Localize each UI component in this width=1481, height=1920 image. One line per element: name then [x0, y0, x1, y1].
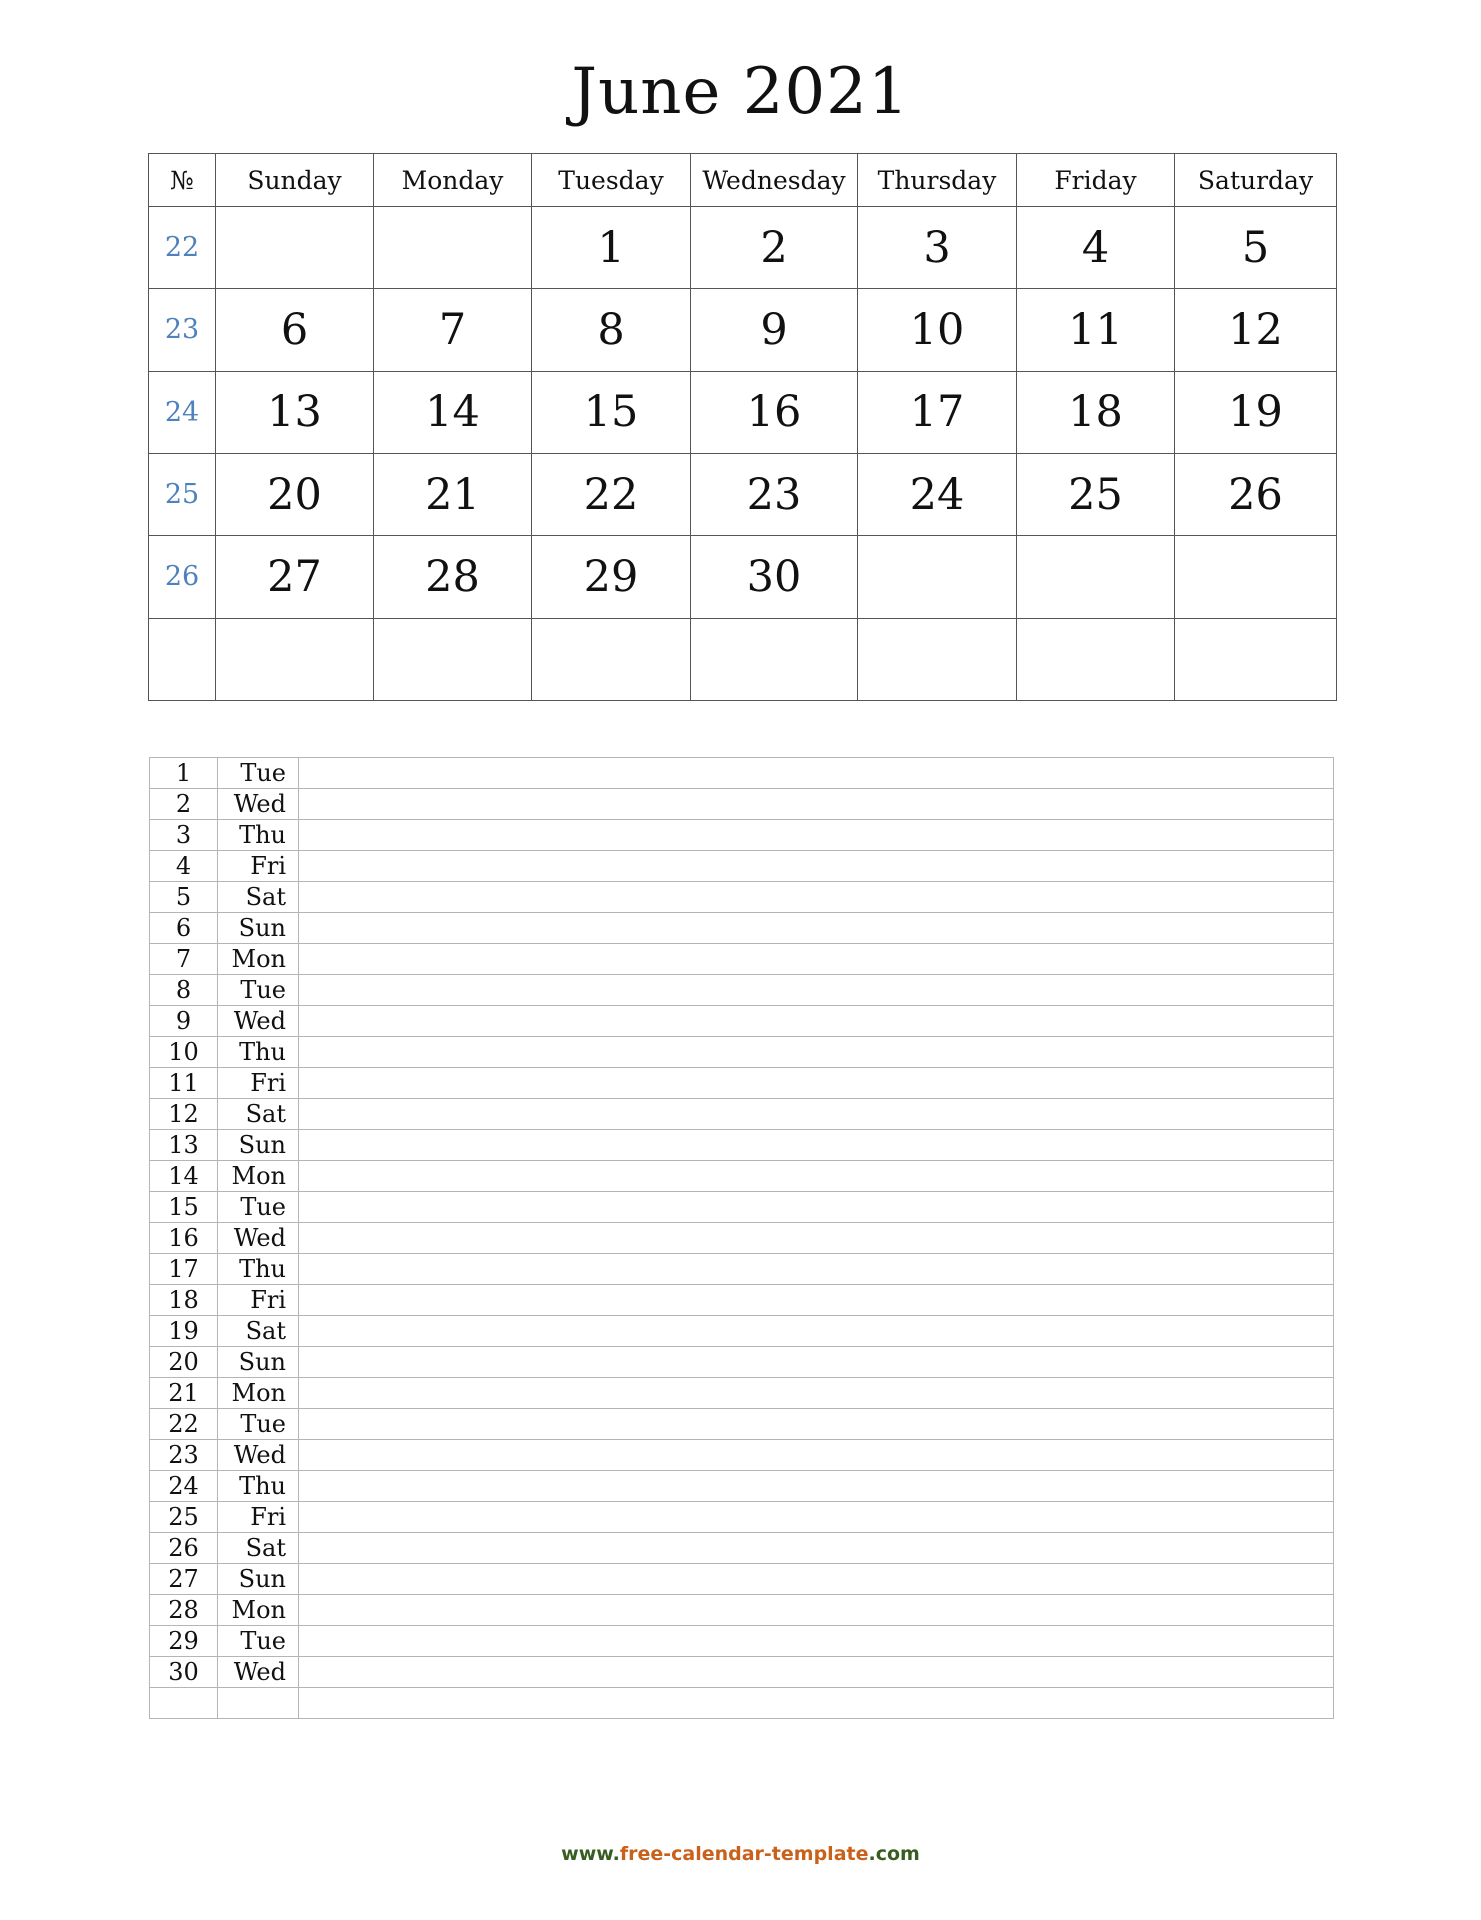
weekday-header-tuesday: Tuesday	[532, 154, 691, 207]
footer-url-suffix: .com	[868, 1843, 920, 1865]
day-cell: 22	[532, 453, 691, 535]
weekday-header-friday: Friday	[1017, 154, 1175, 207]
list-note-cell[interactable]	[299, 1347, 1334, 1378]
list-row	[150, 1316, 1334, 1347]
list-day-number: 25	[150, 1502, 218, 1533]
day-cell: 18	[1017, 371, 1175, 453]
list-row	[150, 1254, 1334, 1285]
list-weekday: Thu	[218, 1037, 299, 1068]
list-row	[150, 1471, 1334, 1502]
list-weekday: Fri	[218, 851, 299, 882]
list-note-cell[interactable]	[299, 1502, 1334, 1533]
day-cell: 17	[858, 371, 1017, 453]
list-note-cell[interactable]	[299, 1130, 1334, 1161]
day-cell: 30	[691, 536, 858, 618]
list-weekday: Thu	[218, 1471, 299, 1502]
day-cell: 19	[1175, 371, 1337, 453]
list-day-number: 30	[150, 1657, 218, 1688]
list-weekday: Fri	[218, 1068, 299, 1099]
list-row	[150, 1626, 1334, 1657]
list-day-number: 6	[150, 913, 218, 944]
day-cell	[532, 618, 691, 700]
day-cell	[374, 618, 532, 700]
week-number-header: №	[149, 154, 216, 207]
list-weekday: Thu	[218, 820, 299, 851]
day-cell	[1017, 618, 1175, 700]
week-row	[149, 371, 1337, 453]
list-row	[150, 758, 1334, 789]
list-day-number: 2	[150, 789, 218, 820]
footer-url[interactable]	[0, 1843, 1481, 1865]
month-grid	[148, 153, 1337, 701]
list-day-number: 27	[150, 1564, 218, 1595]
list-row	[150, 1068, 1334, 1099]
list-note-cell[interactable]	[299, 820, 1334, 851]
weekday-header-monday: Monday	[374, 154, 532, 207]
list-weekday: Fri	[218, 1285, 299, 1316]
list-note-cell[interactable]	[299, 1657, 1334, 1688]
list-row	[150, 882, 1334, 913]
list-row	[150, 1595, 1334, 1626]
list-weekday: Sat	[218, 1316, 299, 1347]
weekday-header-saturday: Saturday	[1175, 154, 1337, 207]
day-cell: 24	[858, 453, 1017, 535]
list-row	[150, 1440, 1334, 1471]
day-cell: 13	[216, 371, 374, 453]
list-note-cell[interactable]	[299, 1316, 1334, 1347]
list-weekday: Wed	[218, 789, 299, 820]
list-row	[150, 1037, 1334, 1068]
day-cell: 10	[858, 289, 1017, 371]
week-row	[149, 618, 1337, 700]
list-row	[150, 851, 1334, 882]
list-weekday: Sat	[218, 1099, 299, 1130]
week-row	[149, 536, 1337, 618]
list-row	[150, 1099, 1334, 1130]
list-weekday: Sun	[218, 1347, 299, 1378]
list-day-number: 1	[150, 758, 218, 789]
list-row	[150, 1409, 1334, 1440]
list-note-cell[interactable]	[299, 1409, 1334, 1440]
list-note-cell[interactable]	[299, 1471, 1334, 1502]
list-row	[150, 789, 1334, 820]
list-day-number: 21	[150, 1378, 218, 1409]
day-cell: 1	[532, 207, 691, 289]
day-cell: 14	[374, 371, 532, 453]
list-note-cell[interactable]	[299, 1223, 1334, 1254]
week-number: 25	[149, 453, 216, 535]
weekday-header-wednesday: Wednesday	[691, 154, 858, 207]
list-day-number: 13	[150, 1130, 218, 1161]
list-row	[150, 1688, 1334, 1719]
list-day-number: 26	[150, 1533, 218, 1564]
day-cell: 7	[374, 289, 532, 371]
list-note-cell[interactable]	[299, 1440, 1334, 1471]
list-day-number: 12	[150, 1099, 218, 1130]
list-row	[150, 1657, 1334, 1688]
list-row	[150, 1502, 1334, 1533]
list-weekday: Sat	[218, 1533, 299, 1564]
weekday-header-sunday: Sunday	[216, 154, 374, 207]
day-cell	[1017, 536, 1175, 618]
day-cell	[374, 207, 532, 289]
list-day-number: 20	[150, 1347, 218, 1378]
day-cell: 25	[1017, 453, 1175, 535]
weekday-header-thursday: Thursday	[858, 154, 1017, 207]
list-weekday: Mon	[218, 944, 299, 975]
list-weekday: Thu	[218, 1254, 299, 1285]
list-day-number	[150, 1688, 218, 1719]
day-cell: 20	[216, 453, 374, 535]
list-note-cell[interactable]	[299, 944, 1334, 975]
list-note-cell[interactable]	[299, 851, 1334, 882]
day-cell: 27	[216, 536, 374, 618]
list-note-cell[interactable]	[299, 882, 1334, 913]
day-cell: 8	[532, 289, 691, 371]
list-row	[150, 1130, 1334, 1161]
week-number: 23	[149, 289, 216, 371]
day-cell: 26	[1175, 453, 1337, 535]
list-row	[150, 944, 1334, 975]
list-day-number: 11	[150, 1068, 218, 1099]
list-day-number: 4	[150, 851, 218, 882]
list-day-number: 29	[150, 1626, 218, 1657]
list-weekday: Tue	[218, 975, 299, 1006]
list-row	[150, 913, 1334, 944]
list-note-cell[interactable]	[299, 789, 1334, 820]
day-cell: 28	[374, 536, 532, 618]
week-number	[149, 618, 216, 700]
list-day-number: 16	[150, 1223, 218, 1254]
list-day-number: 24	[150, 1471, 218, 1502]
day-cell: 21	[374, 453, 532, 535]
week-number: 26	[149, 536, 216, 618]
list-day-number: 8	[150, 975, 218, 1006]
list-note-cell[interactable]	[299, 1068, 1334, 1099]
list-weekday: Mon	[218, 1595, 299, 1626]
weekday-header-row	[149, 154, 1337, 207]
list-note-cell[interactable]	[299, 1037, 1334, 1068]
list-day-number: 14	[150, 1161, 218, 1192]
day-cell	[1175, 536, 1337, 618]
week-number: 24	[149, 371, 216, 453]
week-number: 22	[149, 207, 216, 289]
list-weekday	[218, 1688, 299, 1719]
day-cell	[216, 207, 374, 289]
list-day-number: 7	[150, 944, 218, 975]
day-cell: 29	[532, 536, 691, 618]
list-note-cell[interactable]	[299, 1595, 1334, 1626]
list-day-number: 19	[150, 1316, 218, 1347]
list-note-cell[interactable]	[299, 1378, 1334, 1409]
list-row	[150, 820, 1334, 851]
day-cell: 15	[532, 371, 691, 453]
list-note-cell[interactable]	[299, 1626, 1334, 1657]
list-note-cell[interactable]	[299, 1254, 1334, 1285]
list-day-number: 28	[150, 1595, 218, 1626]
list-row	[150, 1006, 1334, 1037]
list-day-number: 3	[150, 820, 218, 851]
list-weekday: Tue	[218, 1409, 299, 1440]
list-weekday: Sat	[218, 882, 299, 913]
day-cell: 2	[691, 207, 858, 289]
list-note-cell[interactable]	[299, 975, 1334, 1006]
list-weekday: Mon	[218, 1161, 299, 1192]
list-note-cell[interactable]	[299, 1533, 1334, 1564]
week-row	[149, 289, 1337, 371]
list-day-number: 10	[150, 1037, 218, 1068]
list-day-number: 17	[150, 1254, 218, 1285]
day-cell: 12	[1175, 289, 1337, 371]
page-title: June 2021	[571, 55, 910, 129]
day-cell: 3	[858, 207, 1017, 289]
list-day-number: 5	[150, 882, 218, 913]
list-row	[150, 1285, 1334, 1316]
day-cell	[216, 618, 374, 700]
day-list	[149, 757, 1334, 1719]
list-row	[150, 1223, 1334, 1254]
list-weekday: Mon	[218, 1378, 299, 1409]
list-day-number: 22	[150, 1409, 218, 1440]
list-note-cell[interactable]	[299, 1161, 1334, 1192]
list-note-cell[interactable]	[299, 1285, 1334, 1316]
list-weekday: Sun	[218, 1130, 299, 1161]
list-day-number: 9	[150, 1006, 218, 1037]
list-day-number: 18	[150, 1285, 218, 1316]
list-row	[150, 1192, 1334, 1223]
list-row	[150, 1533, 1334, 1564]
list-weekday: Fri	[218, 1502, 299, 1533]
footer-url-domain: free-calendar-template	[619, 1843, 869, 1865]
day-cell	[1175, 618, 1337, 700]
week-row	[149, 207, 1337, 289]
day-cell: 16	[691, 371, 858, 453]
list-weekday: Sun	[218, 913, 299, 944]
list-weekday: Wed	[218, 1440, 299, 1471]
list-note-cell[interactable]	[299, 913, 1334, 944]
list-weekday: Sun	[218, 1564, 299, 1595]
list-row	[150, 1564, 1334, 1595]
list-note-cell[interactable]	[299, 1006, 1334, 1037]
list-weekday: Tue	[218, 1192, 299, 1223]
list-note-cell[interactable]	[299, 1099, 1334, 1130]
day-cell: 11	[1017, 289, 1175, 371]
list-note-cell[interactable]	[299, 1564, 1334, 1595]
list-row	[150, 1347, 1334, 1378]
list-weekday: Wed	[218, 1006, 299, 1037]
week-row	[149, 453, 1337, 535]
day-cell	[858, 618, 1017, 700]
list-note-cell[interactable]	[299, 1192, 1334, 1223]
day-cell	[858, 536, 1017, 618]
list-row	[150, 975, 1334, 1006]
list-weekday: Wed	[218, 1223, 299, 1254]
list-note-cell[interactable]	[299, 758, 1334, 789]
list-weekday: Tue	[218, 758, 299, 789]
day-cell: 23	[691, 453, 858, 535]
footer-url-prefix: www.	[561, 1843, 620, 1865]
day-cell	[691, 618, 858, 700]
day-cell: 4	[1017, 207, 1175, 289]
day-cell: 5	[1175, 207, 1337, 289]
day-cell: 9	[691, 289, 858, 371]
list-row	[150, 1378, 1334, 1409]
list-row	[150, 1161, 1334, 1192]
list-note-cell[interactable]	[299, 1688, 1334, 1719]
list-weekday: Wed	[218, 1657, 299, 1688]
list-weekday: Tue	[218, 1626, 299, 1657]
list-day-number: 23	[150, 1440, 218, 1471]
list-day-number: 15	[150, 1192, 218, 1223]
day-cell: 6	[216, 289, 374, 371]
